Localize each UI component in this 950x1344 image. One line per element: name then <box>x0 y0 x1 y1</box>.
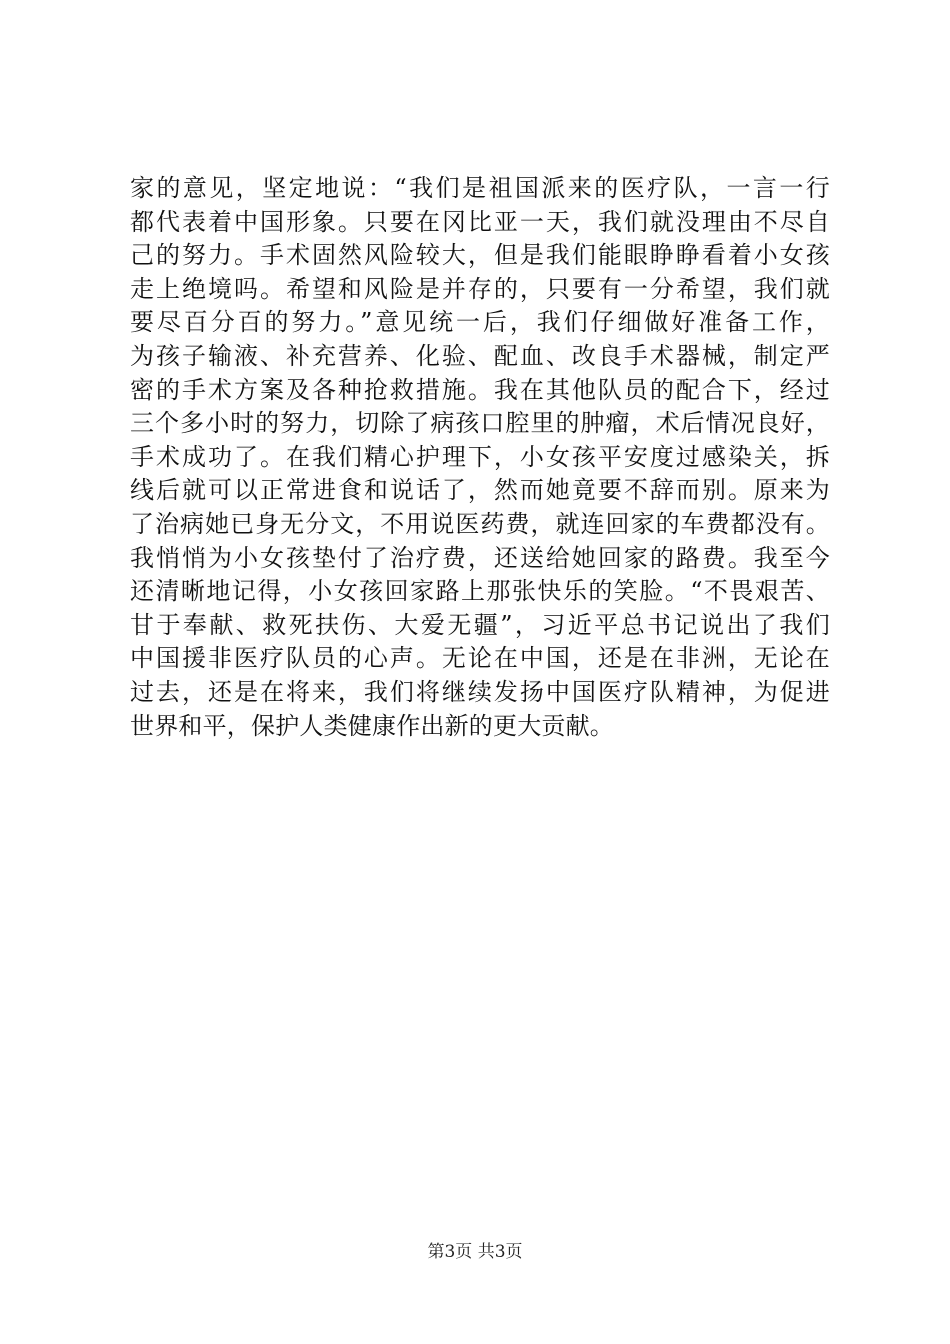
paragraph-line: 己的努力。手术固然风险较大，但是我们能眼睁睁看着小女孩 <box>130 241 830 270</box>
paragraph-line: 手术成功了。在我们精心护理下，小女孩平安度过感染关，拆 <box>130 442 830 471</box>
paragraph-line: 要尽百分百的努力。”意见统一后，我们仔细做好准备工作， <box>130 308 830 337</box>
paragraph-line: 中国援非医疗队员的心声。无论在中国，还是在非洲，无论在 <box>130 644 830 673</box>
paragraph-line: 为孩子输液、补充营养、化验、配血、改良手术器械，制定严 <box>130 341 830 370</box>
paragraph-line: 线后就可以正常进食和说话了，然而她竟要不辞而别。原来为 <box>130 476 830 505</box>
paragraph-line: 三个多小时的努力，切除了病孩口腔里的肿瘤，术后情况良好， <box>130 409 830 438</box>
paragraph-line: 密的手术方案及各种抢救措施。我在其他队员的配合下，经过 <box>130 375 830 404</box>
paragraph-line: 还清晰地记得，小女孩回家路上那张快乐的笑脸。“不畏艰苦、 <box>130 577 830 606</box>
paragraph-line: 过去，还是在将来，我们将继续发扬中国医疗队精神，为促进 <box>130 677 830 706</box>
paragraph-line: 世界和平，保护人类健康作出新的更大贡献。 <box>130 711 614 740</box>
paragraph-line: 都代表着中国形象。只要在冈比亚一天，我们就没理由不尽自 <box>130 207 830 236</box>
paragraph-line: 甘于奉献、救死扶伤、大爱无疆”，习近平总书记说出了我们 <box>130 610 830 639</box>
paragraph-line: 走上绝境吗。希望和风险是并存的，只要有一分希望，我们就 <box>130 274 830 303</box>
paragraph-line: 家的意见，坚定地说：“我们是祖国派来的医疗队，一言一行 <box>130 174 830 202</box>
paragraph-line: 我悄悄为小女孩垫付了治疗费，还送给她回家的路费。我至今 <box>130 543 830 572</box>
paragraph-line: 了治病她已身无分文，不用说医药费，就连回家的车费都没有。 <box>130 509 830 538</box>
page-number-footer: 第3页 共3页 <box>427 1242 523 1262</box>
body-paragraph <box>130 172 830 743</box>
